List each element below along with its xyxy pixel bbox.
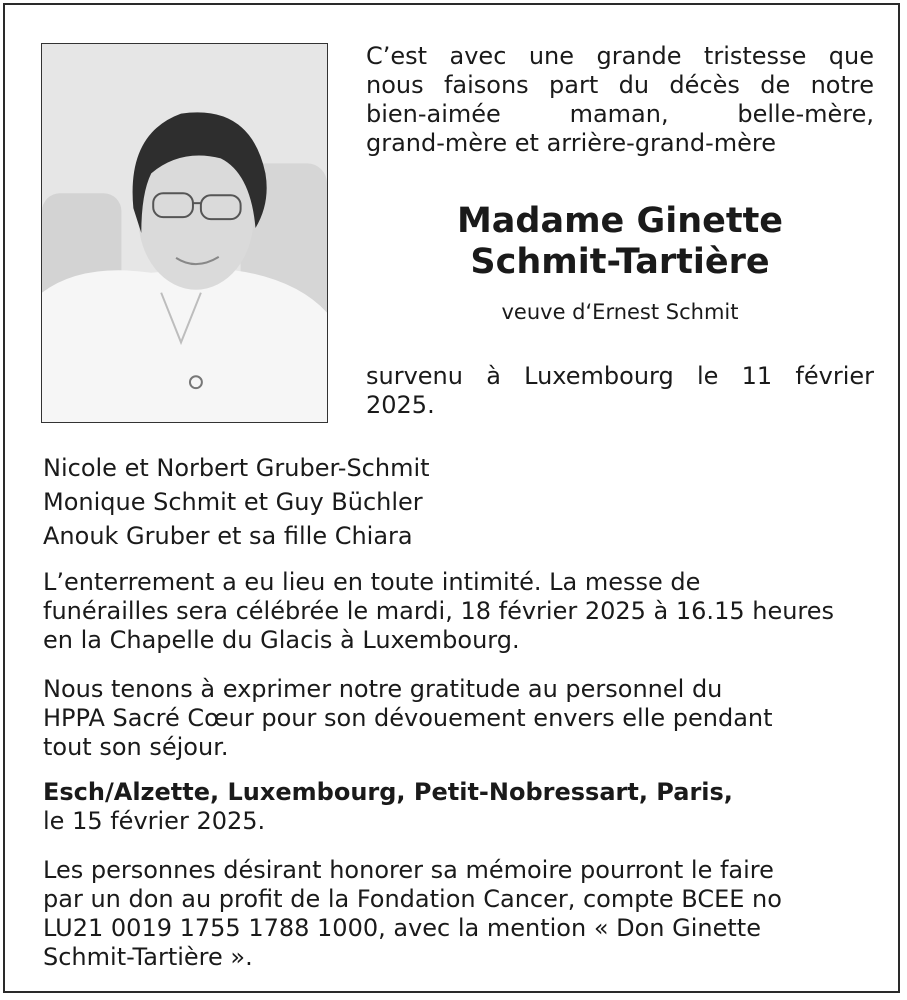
donation-line: Schmit-Tartière ».	[43, 943, 253, 971]
gratitude-paragraph	[43, 675, 883, 762]
intro-line: bien-aimée maman, belle-mère,	[366, 100, 874, 128]
places-date: le 15 février 2025.	[43, 807, 266, 835]
deceased-name-line2: Schmit-Tartière	[470, 242, 770, 282]
widow-of-line: veuve d‘Ernest Schmit	[501, 300, 739, 324]
intro-paragraph	[366, 42, 874, 158]
donation-line: par un don au profit de la Fondation Cancer, compte BCEE no	[43, 885, 782, 913]
deceased-name-line1: Madame Ginette	[456, 201, 784, 241]
death-notice	[366, 362, 874, 420]
gratitude-line: tout son séjour.	[43, 733, 229, 761]
family-member: Anouk Gruber et sa fille Chiara	[43, 522, 413, 550]
portrait-photo	[41, 43, 328, 423]
donation-line: Les personnes désirant honorer sa mémoire pourront le faire	[43, 856, 774, 884]
gratitude-line: Nous tenons à exprimer notre gratitude au personnel du	[43, 675, 723, 703]
funeral-paragraph	[43, 568, 883, 655]
portrait-image	[42, 44, 327, 422]
funeral-line: en la Chapelle du Glacis à Luxembourg.	[43, 626, 520, 654]
intro-line: nous faisons part du décès de notre	[366, 71, 874, 99]
donation-line: LU21 0019 1755 1788 1000, avec la mention « Don Ginette	[43, 914, 761, 942]
donation-paragraph	[43, 856, 883, 972]
family-member: Nicole et Norbert Gruber-Schmit	[43, 454, 430, 482]
funeral-line: L’enterrement a eu lieu en toute intimité. La messe de	[43, 568, 701, 596]
deceased-name	[366, 201, 874, 283]
family-list	[43, 451, 883, 553]
intro-line: grand-mère et arrière-grand-mère	[366, 129, 776, 157]
places-locations: Esch/Alzette, Luxembourg, Petit-Nobressart, Paris,	[43, 778, 733, 806]
death-line: 2025.	[366, 391, 435, 419]
gratitude-line: HPPA Sacré Cœur pour son dévouement envers elle pendant	[43, 704, 773, 732]
funeral-line: funérailles sera célébrée le mardi, 18 février 2025 à 16.15 heures	[43, 597, 835, 625]
death-line: survenu à Luxembourg le 11 février	[366, 362, 874, 390]
intro-line: C’est avec une grande tristesse que	[366, 42, 874, 70]
obituary-frame	[3, 3, 900, 993]
places-paragraph	[43, 778, 883, 836]
family-member: Monique Schmit et Guy Büchler	[43, 488, 423, 516]
